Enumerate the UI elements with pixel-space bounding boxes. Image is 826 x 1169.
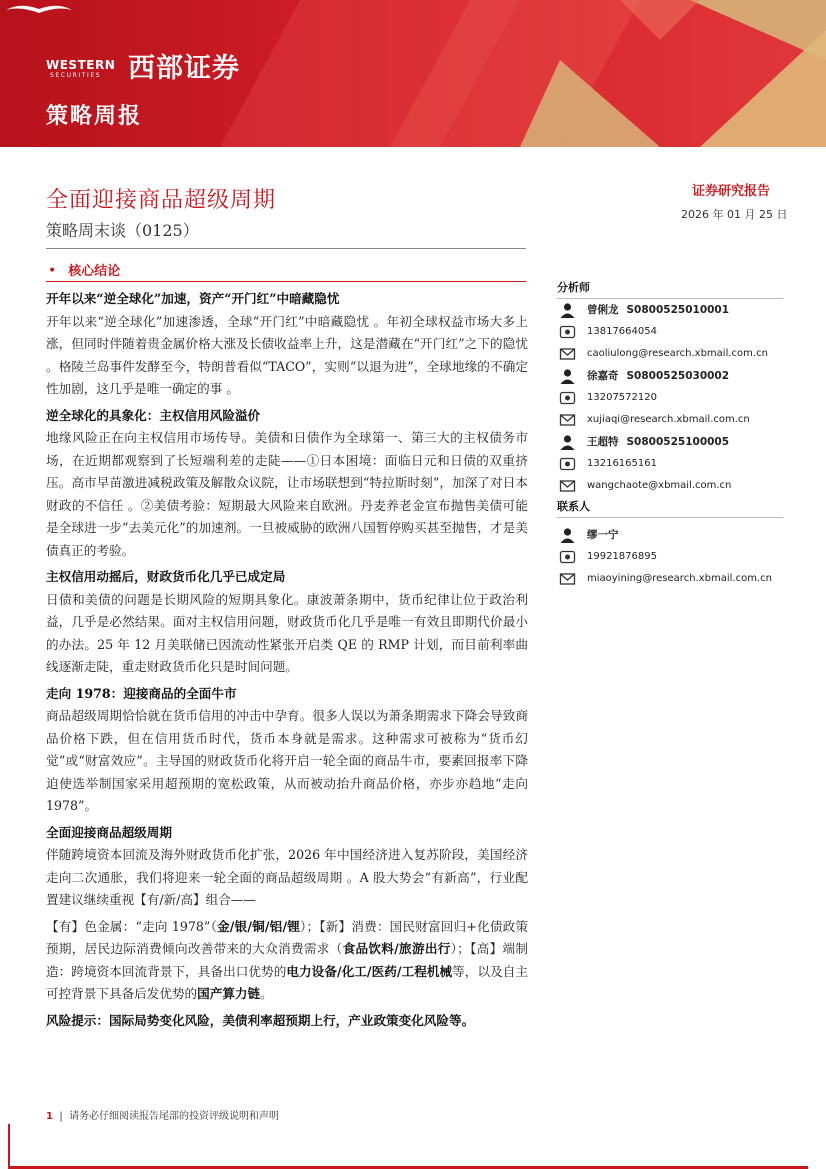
analyst-sidebar [557,278,783,590]
page-number: 1 [46,1111,53,1122]
analyst-phone-row: 13207572120 [557,387,783,409]
section-heading: 开年以来“逆全球化”加速，资产“开门红”中暗藏隐忧 [46,291,340,306]
report-date: 2026 年 01 月 25 日 [681,208,788,221]
email-icon [559,571,576,587]
analyst-email-row[interactable]: wangchaote@xbmail.com.cn [557,475,783,497]
phone-icon [559,549,576,565]
contact-email-row[interactable]: miaoyining@research.xbmail.com.cn [557,568,783,590]
analyst-email-row[interactable]: caoliulong@research.xbmail.com.cn [557,343,783,365]
report-body [46,288,528,1032]
analyst-name-row: 王超特 S0800525100005 [557,431,783,453]
header-banner [0,0,826,147]
analyst-phone-row: 13216165161 [557,453,783,475]
risk-warning: 风险提示：国际局势变化风险，美债利率超预期上行，产业政策变化风险等。 [46,1012,475,1028]
contact-name-row: 缪一宁 [557,524,783,546]
analyst-phone-row: 13817664054 [557,321,783,343]
section-paragraph: 伴随跨境资本回流及海外财政货币化扩张，2026 年中国经济进入复苏阶段，美国经济走向二次通胀，我们将迎来一轮全面的商品超级周期 。A 股大势会“有新高”，行业配置建议继续重视【有/新/高】组合—— [46,847,528,907]
logo-cn-text: 西部证券 [128,53,240,84]
core-conclusion-label: • 核心结论 [48,263,121,279]
section-paragraph: 商品超级周期恰恰就在货币信用的冲击中孕育。很多人误以为萧条期需求下降会导致商品价格下跌，但在信用货币时代，货币本身就是需求。这种需求可被称为“货币幻觉”或“财富效应”。主导国的财政货币化将开启一轮全面的商品牛市，要素回报率下降迫使选举制国家采用超预期的宽松政策，从而被动抬升商品价格，亦步亦趋地“走向 1978”。 [46,708,528,813]
person-icon [559,302,576,318]
section-heading: 逆全球化的具象化：主权信用风险溢价 [46,407,261,423]
page-title: 全面迎接商品超级周期 [46,188,277,213]
page-subtitle: 策略周末谈（0125） [46,221,199,240]
contact-heading: 联系人 [557,497,783,518]
title-divider [46,248,526,249]
phone-icon [559,324,576,340]
analyst-email-row[interactable]: xujiaqi@research.xbmail.com.cn [557,409,783,431]
person-icon [559,527,576,543]
analyst-name-row: 徐嘉奇 S0800525030002 [557,365,783,387]
section-heading: 主权信用动摇后，财政货币化几乎已成定局 [46,569,286,584]
email-icon [559,346,576,362]
section-paragraph: 日债和美债的问题是长期风险的短期具象化。康波萧条期中，货币纪律让位于政治利益，几乎是必然结果。面对主权信用问题，财政货币化几乎是唯一有效且即期代价最小的办法。25 年 12 月美联储已因流动性紧张开启类 QE 的 RMP 计划，而目前利率曲线逐渐走陡，重走财政货币化只是时间问题。 [46,591,528,674]
section-paragraph: 开年以来“逆全球化”加速渗透，全球“开门红”中暗藏隐忧 。年初全球权益市场大多上涨，但同时伴随着贵金属价格大涨及长债收益率上升，这是潜藏在“开门红”之下的隐忧 。格陵兰岛事件发酵至今，特朗普看似“TACO”，实则“以退为进”，全球地缘的不确定性加剧，这几乎是唯一确定的事 。 [46,313,528,396]
footer-corner-vertical [8,1124,10,1169]
bull-logo-icon [0,0,78,28]
logo-en-sub-text: SECURITIES [50,72,102,79]
phone-icon [559,390,576,406]
phone-icon [559,456,576,472]
allocation-paragraph: 【有】色金属：“走向 1978”（金/银/铜/铝/锂）；【新】消费：国民财富回归+化债政策预期，居民边际消费倾向改善带来的大众消费需求（食品饮料/旅游出行）；【高】端制造：跨境资本回流背景下，具备出口优势的电力设备/化工/医药/工程机械等，以及自主可控背景下具备后发优势的国产算力链。 [46,918,529,1001]
footer-disclaimer: 请务必仔细阅读报告尾部的投资评级说明和声明 [69,1111,280,1122]
analyst-heading: 分析师 [557,278,783,299]
contact-phone-row: 19921876895 [557,546,783,568]
footer-separator: | [56,1111,70,1122]
page-footer [46,1107,279,1122]
section-paragraph: 地缘风险正在向主权信用市场传导。美债和日债作为全球第一、第三大的主权债务市场，在近期都观察到了长短端利差的走陡——①日本困境：面临日元和日债的双重挤压。高市早苗激进减税政策及解散众议院，让市场联想到“特拉斯时刻”，加深了对日本财政的不信任 。②美债考验：短期最大风险来自欧洲。丹麦养老金宣布抛售美债可能是全球进一步“去美元化”的加速剂。一旦被威胁的欧洲八国暂停购买甚至抛售，才是美债真正的考验。 [46,430,528,558]
report-category: 证券研究报告 [692,184,771,199]
analyst-name-row: 曾俐龙 S0800525010001 [557,299,783,321]
section-heading: 全面迎接商品超级周期 [46,824,172,840]
section-heading: 走向 1978：迎接商品的全面牛市 [46,685,237,701]
person-icon [559,368,576,384]
email-icon [559,412,576,428]
core-divider [46,281,526,282]
logo-en-text: WESTERN [46,58,116,72]
bullet-icon: • [48,263,57,279]
person-icon [559,434,576,450]
email-icon [559,478,576,494]
report-type: 策略周报 [46,103,143,129]
